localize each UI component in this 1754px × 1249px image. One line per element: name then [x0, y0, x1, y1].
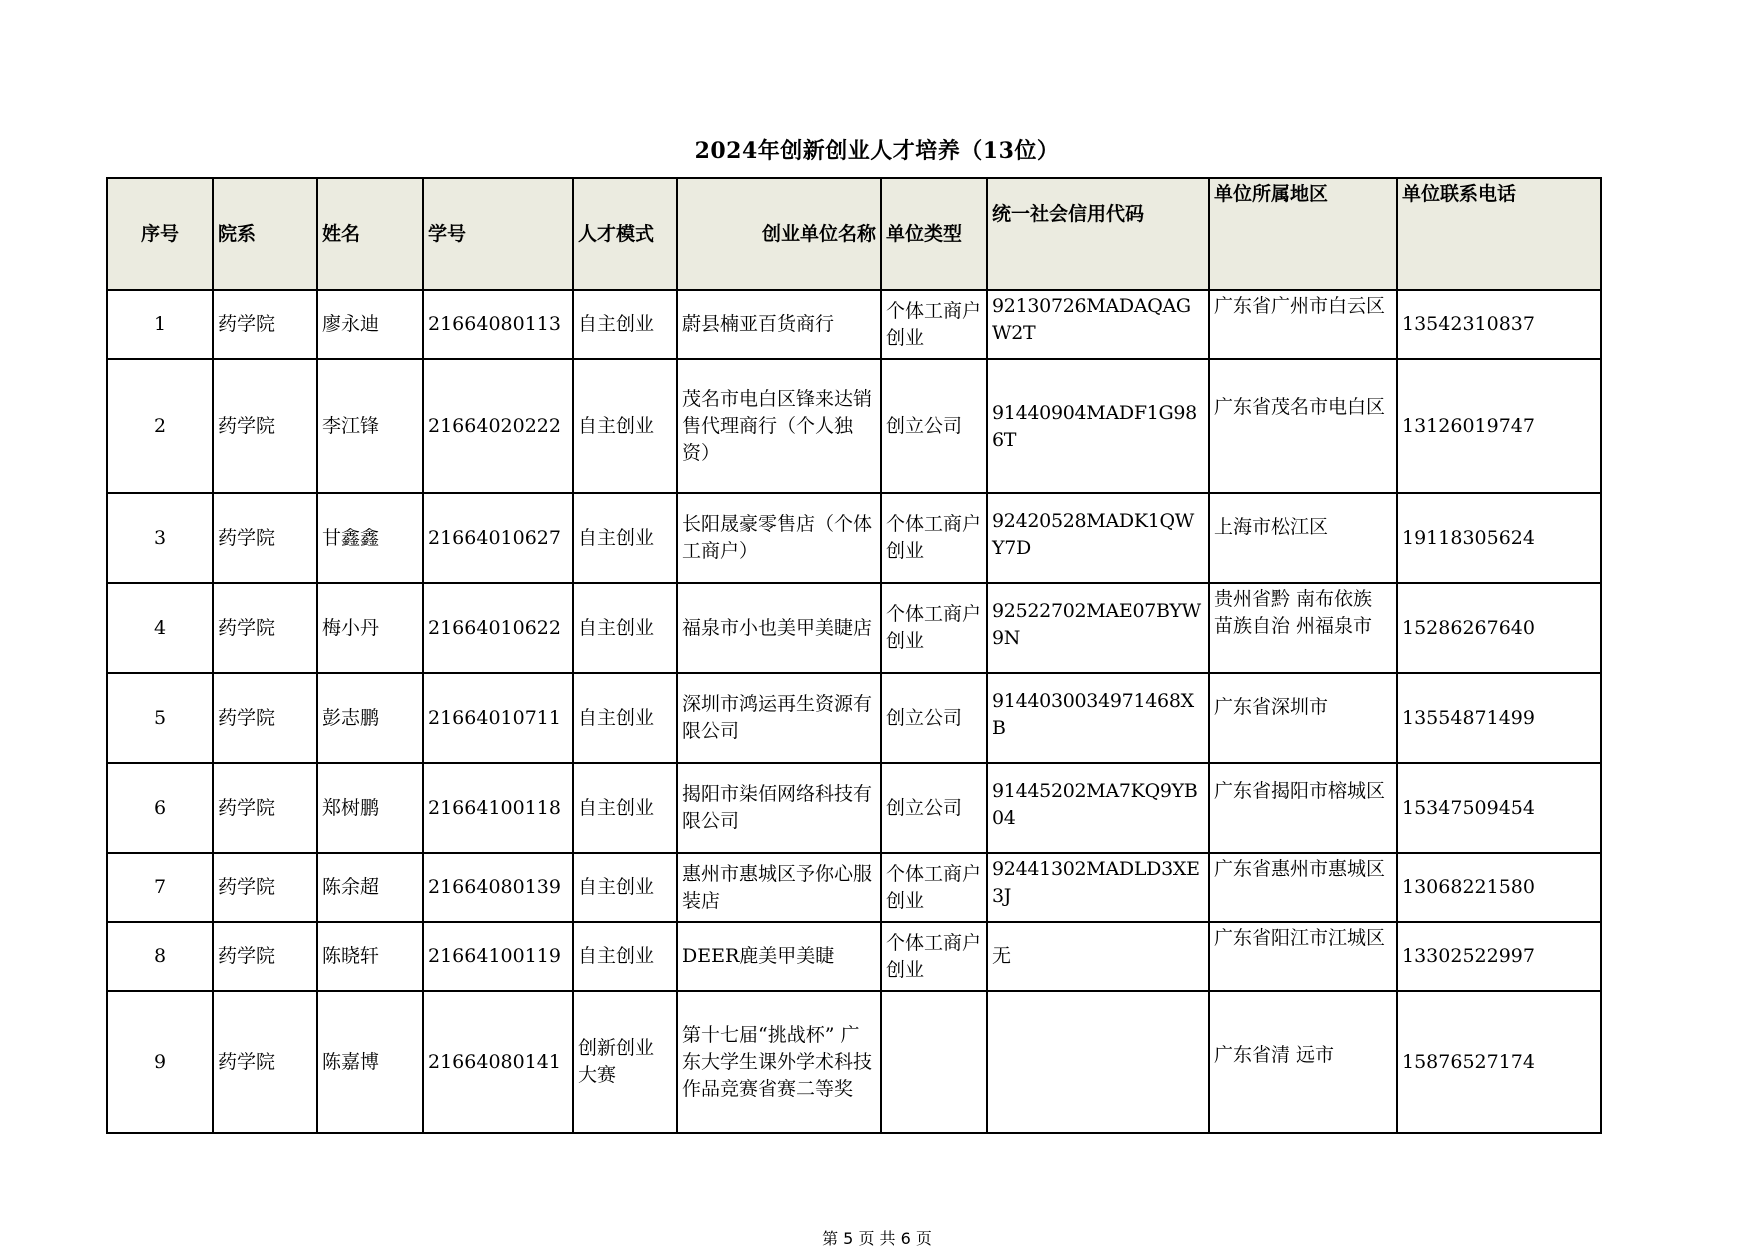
- cell-company: 福泉市小也美甲美睫店: [677, 583, 881, 673]
- cell-phone: 13542310837: [1397, 290, 1601, 359]
- header-credit-code: 统一社会信用代码: [987, 178, 1209, 290]
- header-phone: 单位联系电话: [1397, 178, 1601, 290]
- cell-phone: 13554871499: [1397, 673, 1601, 763]
- cell-dept: 药学院: [213, 853, 317, 922]
- header-row: [107, 178, 1601, 290]
- page-footer: 第 5 页 共 6 页: [822, 1229, 932, 1248]
- cell-credit-code: 92441302MADLD3XE3J: [987, 853, 1209, 922]
- cell-no: 2: [107, 359, 213, 493]
- cell-student-id: 21664080141: [423, 991, 573, 1133]
- cell-region: 广东省广州市白云区: [1209, 290, 1397, 359]
- cell-student-id: 21664020222: [423, 359, 573, 493]
- cell-phone: 13302522997: [1397, 922, 1601, 991]
- cell-company: DEER鹿美甲美睫: [677, 922, 881, 991]
- header-student-id: 学号: [423, 178, 573, 290]
- cell-credit-code: 92130726MADAQAGW2T: [987, 290, 1209, 359]
- cell-type: 创立公司: [881, 359, 987, 493]
- cell-phone: 13068221580: [1397, 853, 1601, 922]
- cell-no: 3: [107, 493, 213, 583]
- cell-credit-code: 无: [987, 922, 1209, 991]
- table-row: [107, 922, 1601, 991]
- cell-student-id: 21664100119: [423, 922, 573, 991]
- cell-dept: 药学院: [213, 359, 317, 493]
- header-no: 序号: [107, 178, 213, 290]
- cell-mode: 自主创业: [573, 290, 677, 359]
- cell-mode: 自主创业: [573, 673, 677, 763]
- cell-name: 陈晓轩: [317, 922, 423, 991]
- cell-name: 甘鑫鑫: [317, 493, 423, 583]
- cell-dept: 药学院: [213, 991, 317, 1133]
- cell-mode: 自主创业: [573, 922, 677, 991]
- cell-no: 9: [107, 991, 213, 1133]
- table-row: [107, 763, 1601, 853]
- cell-student-id: 21664010711: [423, 673, 573, 763]
- cell-name: 廖永迪: [317, 290, 423, 359]
- cell-dept: 药学院: [213, 583, 317, 673]
- cell-company: 茂名市电白区锋来达销售代理商行（个人独资）: [677, 359, 881, 493]
- header-region: 单位所属地区: [1209, 178, 1397, 290]
- cell-student-id: 21664080139: [423, 853, 573, 922]
- cell-type: 创立公司: [881, 763, 987, 853]
- cell-company: 长阳晟豪零售店（个体工商户）: [677, 493, 881, 583]
- header-mode: 人才模式: [573, 178, 677, 290]
- cell-region: 广东省深圳市: [1209, 673, 1397, 763]
- cell-phone: 13126019747: [1397, 359, 1601, 493]
- cell-no: 5: [107, 673, 213, 763]
- cell-type: 个体工商户创业: [881, 922, 987, 991]
- cell-company: 揭阳市柒佰网络科技有限公司: [677, 763, 881, 853]
- cell-phone: 19118305624: [1397, 493, 1601, 583]
- cell-phone: 15876527174: [1397, 991, 1601, 1133]
- table-row: [107, 359, 1601, 493]
- table-row: [107, 991, 1601, 1133]
- cell-credit-code: 92522702MAE07BYW9N: [987, 583, 1209, 673]
- table-row: [107, 290, 1601, 359]
- cell-mode: 自主创业: [573, 853, 677, 922]
- cell-type: 个体工商户创业: [881, 493, 987, 583]
- cell-name: 陈余超: [317, 853, 423, 922]
- cell-dept: 药学院: [213, 290, 317, 359]
- cell-region: 广东省阳江市江城区: [1209, 922, 1397, 991]
- cell-no: 1: [107, 290, 213, 359]
- cell-name: 陈嘉博: [317, 991, 423, 1133]
- cell-type: [881, 991, 987, 1133]
- cell-company: 蔚县楠亚百货商行: [677, 290, 881, 359]
- cell-type: 创立公司: [881, 673, 987, 763]
- cell-region: 广东省茂名市电白区: [1209, 359, 1397, 493]
- cell-phone: 15286267640: [1397, 583, 1601, 673]
- cell-credit-code: 91440904MADF1G986T: [987, 359, 1209, 493]
- cell-company: 第十七届“挑战杯” 广东大学生课外学术科技作品竞赛省赛二等奖: [677, 991, 881, 1133]
- table-row: [107, 583, 1601, 673]
- cell-student-id: 21664010622: [423, 583, 573, 673]
- cell-no: 7: [107, 853, 213, 922]
- cell-name: 梅小丹: [317, 583, 423, 673]
- cell-region: 广东省清 远市: [1209, 991, 1397, 1133]
- cell-no: 6: [107, 763, 213, 853]
- cell-type: 个体工商户创业: [881, 290, 987, 359]
- cell-dept: 药学院: [213, 673, 317, 763]
- cell-dept: 药学院: [213, 763, 317, 853]
- cell-student-id: 21664010627: [423, 493, 573, 583]
- cell-no: 8: [107, 922, 213, 991]
- cell-company: 深圳市鸿运再生资源有限公司: [677, 673, 881, 763]
- header-type: 单位类型: [881, 178, 987, 290]
- cell-region: 上海市松江区: [1209, 493, 1397, 583]
- cell-no: 4: [107, 583, 213, 673]
- cell-mode: 自主创业: [573, 763, 677, 853]
- table-row: [107, 493, 1601, 583]
- header-name: 姓名: [317, 178, 423, 290]
- cell-phone: 15347509454: [1397, 763, 1601, 853]
- cell-mode: 自主创业: [573, 583, 677, 673]
- cell-name: 郑树鹏: [317, 763, 423, 853]
- cell-credit-code: 91445202MA7KQ9YB04: [987, 763, 1209, 853]
- cell-type: 个体工商户创业: [881, 853, 987, 922]
- cell-type: 个体工商户创业: [881, 583, 987, 673]
- cell-name: 彭志鹏: [317, 673, 423, 763]
- table-row: [107, 853, 1601, 922]
- cell-credit-code: [987, 991, 1209, 1133]
- cell-dept: 药学院: [213, 493, 317, 583]
- header-company: 创业单位名称: [677, 178, 881, 290]
- cell-mode: 自主创业: [573, 359, 677, 493]
- cell-mode: 自主创业: [573, 493, 677, 583]
- cell-credit-code: 92420528MADK1QWY7D: [987, 493, 1209, 583]
- cell-region: 广东省揭阳市榕城区: [1209, 763, 1397, 853]
- header-dept: 院系: [213, 178, 317, 290]
- cell-student-id: 21664080113: [423, 290, 573, 359]
- cell-credit-code: 9144030034971468XB: [987, 673, 1209, 763]
- cell-dept: 药学院: [213, 922, 317, 991]
- talent-table: [106, 177, 1602, 1134]
- cell-region: 广东省惠州市惠城区: [1209, 853, 1397, 922]
- cell-company: 惠州市惠城区予你心服装店: [677, 853, 881, 922]
- cell-region: 贵州省黔 南布依族 苗族自治 州福泉市: [1209, 583, 1397, 673]
- table-row: [107, 673, 1601, 763]
- cell-name: 李江锋: [317, 359, 423, 493]
- page-title: 2024年创新创业人才培养（13位）: [694, 138, 1060, 164]
- cell-student-id: 21664100118: [423, 763, 573, 853]
- cell-mode: 创新创业大赛: [573, 991, 677, 1133]
